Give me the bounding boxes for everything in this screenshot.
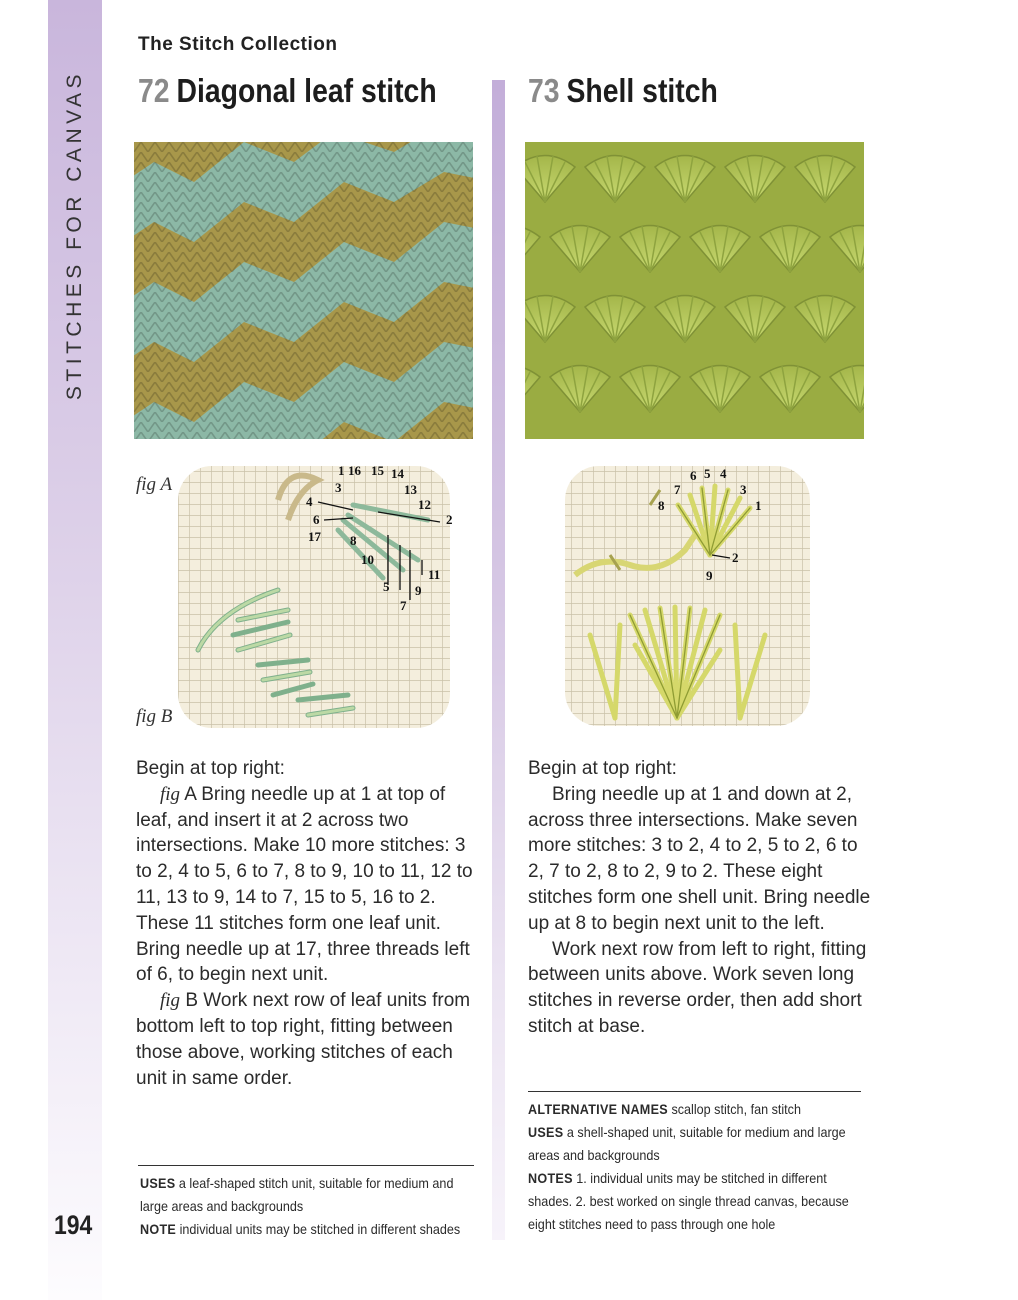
uses-line: USES a shell-shaped unit, suitable for medium and large areas and backgrounds: [528, 1124, 846, 1163]
instruction-intro: Begin at top right:: [528, 758, 677, 779]
stitch-number: 72: [138, 72, 170, 109]
notes-rule: [138, 1165, 474, 1166]
fig-b-label: fig B: [136, 706, 173, 727]
diagram-label: 4: [720, 466, 727, 481]
diagram-label: 5: [383, 579, 390, 594]
diagram-label: 5: [704, 466, 711, 481]
diagram-label: 11: [428, 567, 441, 582]
stitch-title-73: [528, 72, 718, 110]
shell-notes: [528, 1098, 861, 1236]
diagram-label: 16: [348, 463, 361, 478]
notes-rule: [528, 1091, 861, 1092]
diagram-label: 3: [335, 480, 342, 495]
diagram-label: 9: [415, 583, 422, 598]
section-side-label: STITCHES FOR CANVAS: [63, 69, 86, 401]
note-line: NOTE individual units may be stitched in different shades: [140, 1221, 461, 1237]
diagram-label: 1: [338, 463, 345, 478]
leaf-notes: [140, 1172, 473, 1241]
diagram-label: 2: [732, 550, 739, 565]
notes-line: NOTES 1. individual units may be stitched in different shades. 2. best worked on single thread canvas, because eight stitches need to pass through one hole: [528, 1170, 849, 1232]
diagram-label: 15: [371, 463, 384, 478]
instruction-p2: Work next row from left to right, fitting between units above. Work seven long stitches in reverse order, then add short stitch at base.: [528, 938, 867, 1037]
diagonal-leaf-stitch-photo: [134, 142, 473, 439]
diagram-label: 13: [404, 482, 417, 497]
stitch-number: 73: [528, 72, 560, 109]
leaf-stitch-diagram: [178, 460, 458, 730]
diagram-label: 12: [418, 497, 431, 512]
diagram-label: 2: [446, 512, 453, 527]
diagram-label: 7: [674, 482, 681, 497]
diagram-label: 9: [706, 568, 713, 583]
shell-stitch-diagram: [560, 460, 820, 730]
diagram-label: 6: [313, 512, 320, 527]
diagram-label: 1: [755, 498, 762, 513]
leaf-instructions: [136, 756, 481, 1091]
diagram-label: 3: [740, 482, 747, 497]
diagram-label: 17: [308, 529, 321, 544]
alt-names-line: ALTERNATIVE NAMES scallop stitch, fan stitch: [528, 1101, 801, 1117]
shell-stitch-photo: [525, 142, 864, 439]
instruction-fig-b: fig B Work next row of leaf units from bottom left to top right, fitting between those above, working stitches of each unit in same order.: [136, 990, 471, 1089]
stitch-name: Diagonal leaf stitch: [176, 72, 437, 109]
running-head: The Stitch Collection: [138, 34, 338, 55]
diagram-label: 14: [391, 466, 404, 481]
stitch-name: Shell stitch: [566, 72, 718, 109]
instruction-fig-a: fig A Bring needle up at 1 at top of leaf, and insert it at 2 across two intersections. Make 10 more stitches: 3 to 2, 4 to 5, 6 to 7, 8 to 9, 10 to 11, 12 to 11, 13 to 9, 14 to 7, 15 to 5, 16 to 2. These 11 stitches form one leaf unit. Bring needle up at 17, three threads left of 6, to begin next unit.: [136, 783, 473, 986]
page-number: 194: [54, 1210, 93, 1240]
diagram-label: 8: [350, 533, 357, 548]
diagram-label: 7: [400, 598, 407, 613]
uses-line: USES a leaf-shaped stitch unit, suitable for medium and large areas and backgrounds: [140, 1175, 454, 1214]
instruction-p1: Bring needle up at 1 and down at 2, across three intersections. Make seven more stitches: 3 to 2, 4 to 2, 5 to 2, 6 to 2, 7 to 2, 8 to 2, 9 to 2. These eight stitches form one shell unit. Bring needle up at 8 to begin next unit to the left.: [528, 783, 871, 934]
shell-instructions: [528, 756, 873, 1040]
diagram-label: 8: [658, 498, 665, 513]
diagram-label: 10: [361, 552, 374, 567]
diagram-label: 6: [690, 468, 697, 483]
fig-a-label: fig A: [136, 474, 173, 495]
stitch-title-72: [138, 72, 437, 110]
column-divider: [492, 80, 505, 1240]
diagram-label: 4: [306, 494, 313, 509]
instruction-intro: Begin at top right:: [136, 758, 285, 779]
